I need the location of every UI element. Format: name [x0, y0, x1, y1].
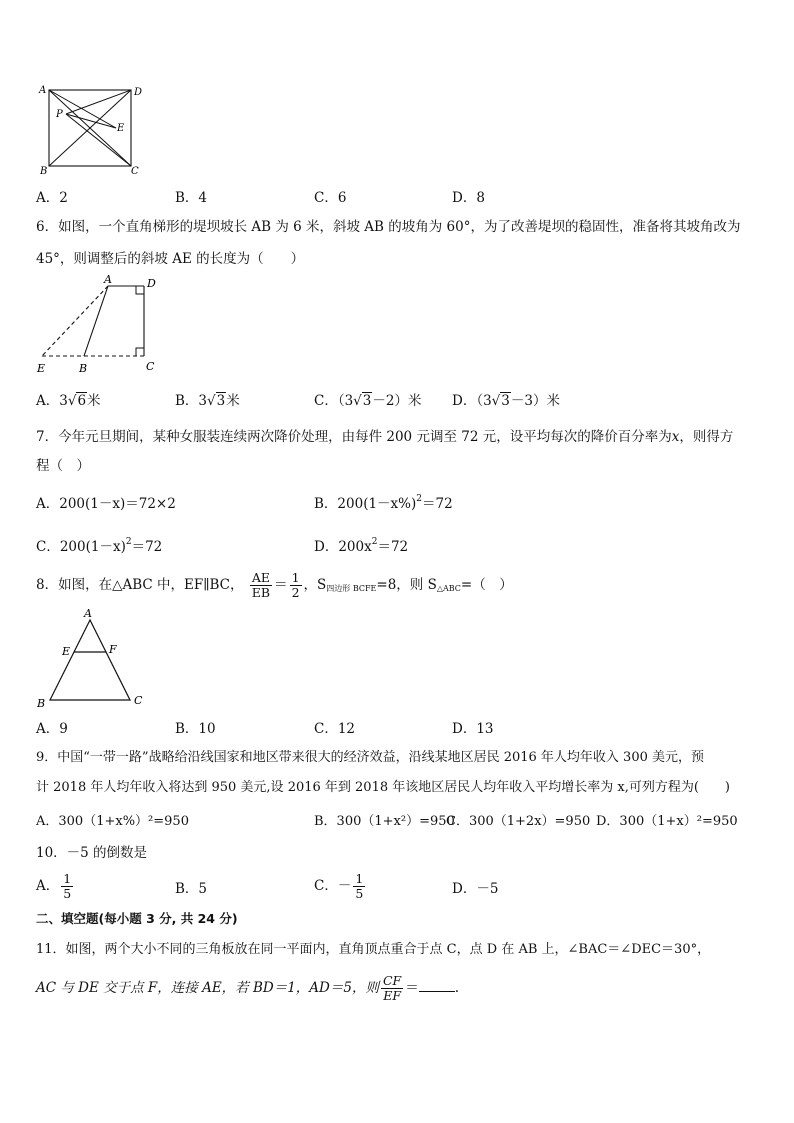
q11-answer-blank[interactable]: [419, 979, 455, 992]
q5-option-b: B．4: [175, 190, 208, 206]
q5-option-d: D．8: [452, 190, 485, 206]
q8-fraction-half: $\frac{1}{2}$: [291, 570, 300, 600]
q9-option-c: C．300（1+2x）=950: [446, 814, 591, 829]
q8-option-b: B．10: [175, 721, 216, 737]
q10-option-a: A． $\frac{1}{5}$: [36, 871, 72, 901]
fig5-label-d: D: [134, 87, 143, 98]
fig8-label-f: F: [109, 643, 117, 656]
section2-title: 二、填空题(每小题 3 分, 共 24 分): [36, 911, 238, 926]
q9-stem-line1: 9．中国“一带一路”战略给沿线国家和地区带来很大的经济效益，沿线某地区居民 2016 年人均年收入 300 美元，预: [36, 750, 704, 765]
q7-option-d: D．$200x^2=72$: [314, 537, 409, 555]
fig8-label-c: C: [134, 694, 143, 707]
fig5-label-b: B: [40, 166, 48, 176]
q6-option-c: C．（3√3－2）米: [314, 393, 422, 409]
q10-option-b: B．5: [175, 881, 208, 897]
fig5-label-a: A: [39, 85, 47, 96]
q6-stem-line1: 6．如图，一个直角梯形的堤坝坡长 AB 为 6 米，斜坡 AB 的坡角为 60°，为了改善堤坝的稳固性，准备将其坡角改为: [36, 219, 741, 235]
q8-option-c: C．12: [314, 721, 356, 737]
q8-option-d: D．13: [452, 721, 494, 737]
fig6-label-d: D: [147, 277, 156, 290]
q7-option-b: B．$200(1-x\%)^2=72$: [314, 494, 453, 512]
fig6-label-b: B: [79, 362, 88, 375]
q6-figure: [34, 272, 164, 376]
q9-option-b: B．300（1+x²）=950: [314, 814, 455, 829]
q7-stem-line2: 程（ ）: [36, 458, 90, 474]
fig5-label-e: E: [117, 123, 125, 134]
q8-figure: [34, 606, 154, 710]
q6-option-b: B．3√3米: [175, 393, 240, 409]
q8-fraction-ae-eb: $\frac{AE}{EB}$: [251, 570, 271, 600]
fig8-label-a: A: [84, 607, 92, 620]
q6-stem-line2: 45°，则调整后的斜坡 AE 的长度为（ ）: [36, 251, 305, 267]
q10-option-d: D．－5: [452, 881, 499, 897]
q10-stem: 10．－5 的倒数是: [36, 845, 148, 861]
q11-stem-line1: 11．如图，两个大小不同的三角板放在同一平面内，直角顶点重合于点 C，点 D 在 AB 上，∠BAC＝∠DEC＝30°，: [36, 942, 711, 957]
fig8-label-e: E: [62, 645, 71, 658]
q6-option-d: D．（3√3－3）米: [452, 393, 560, 409]
fig6-label-c: C: [146, 360, 155, 373]
q5-option-c: C．6: [314, 190, 347, 206]
q9-option-a: A．300（1+x%）²=950: [36, 814, 189, 829]
q7-stem-line1: 7．今年元旦期间，某种女服装连续两次降价处理，由每件 200 元调至 72 元，设平均每次的降价百分率为x，则得方: [36, 429, 734, 445]
q9-option-d: D．300（1+x）²=950: [596, 814, 738, 829]
q8-stem: 8．如图，在△ABC 中，EF∥BC， $\frac{AE}{EB}$ ＝ $\frac{1}{2}$ ，$S_{四边形 BCFE}=8$，则 $S_{\triangle ABC}=$（ ）: [36, 570, 513, 600]
q8-option-a: A．9: [36, 721, 68, 737]
q6-option-a: A．3√6米: [36, 393, 101, 409]
q7-option-c: C．$200(1-x)^2=72$: [36, 537, 163, 555]
fig5-label-p: P: [56, 109, 63, 120]
fig5-label-c: C: [131, 166, 139, 176]
q7-option-a: A．200(1－x)＝72×2: [36, 496, 176, 512]
fig8-label-b: B: [37, 697, 46, 710]
q5-option-a: A．2: [36, 190, 68, 206]
q11-stem-line2: AC 与 DE 交于点 F，连接 AE，若 BD＝1，AD＝5，则 $\frac{CF}{EF}$ ＝ .: [36, 973, 460, 1003]
fig6-label-e: E: [37, 362, 46, 375]
fig6-label-a: A: [104, 273, 112, 286]
q9-stem-line2: 计 2018 年人均年收入将达到 950 美元,设 2016 年到 2018 年该地区居民人均年收入平均增长率为 x,可列方程为( ): [36, 780, 730, 795]
q10-option-c: C．－ $\frac{1}{5}$: [314, 871, 364, 901]
q11-fraction-cf-ef: $\frac{CF}{EF}$: [382, 973, 402, 1003]
q5-figure: [36, 82, 146, 176]
